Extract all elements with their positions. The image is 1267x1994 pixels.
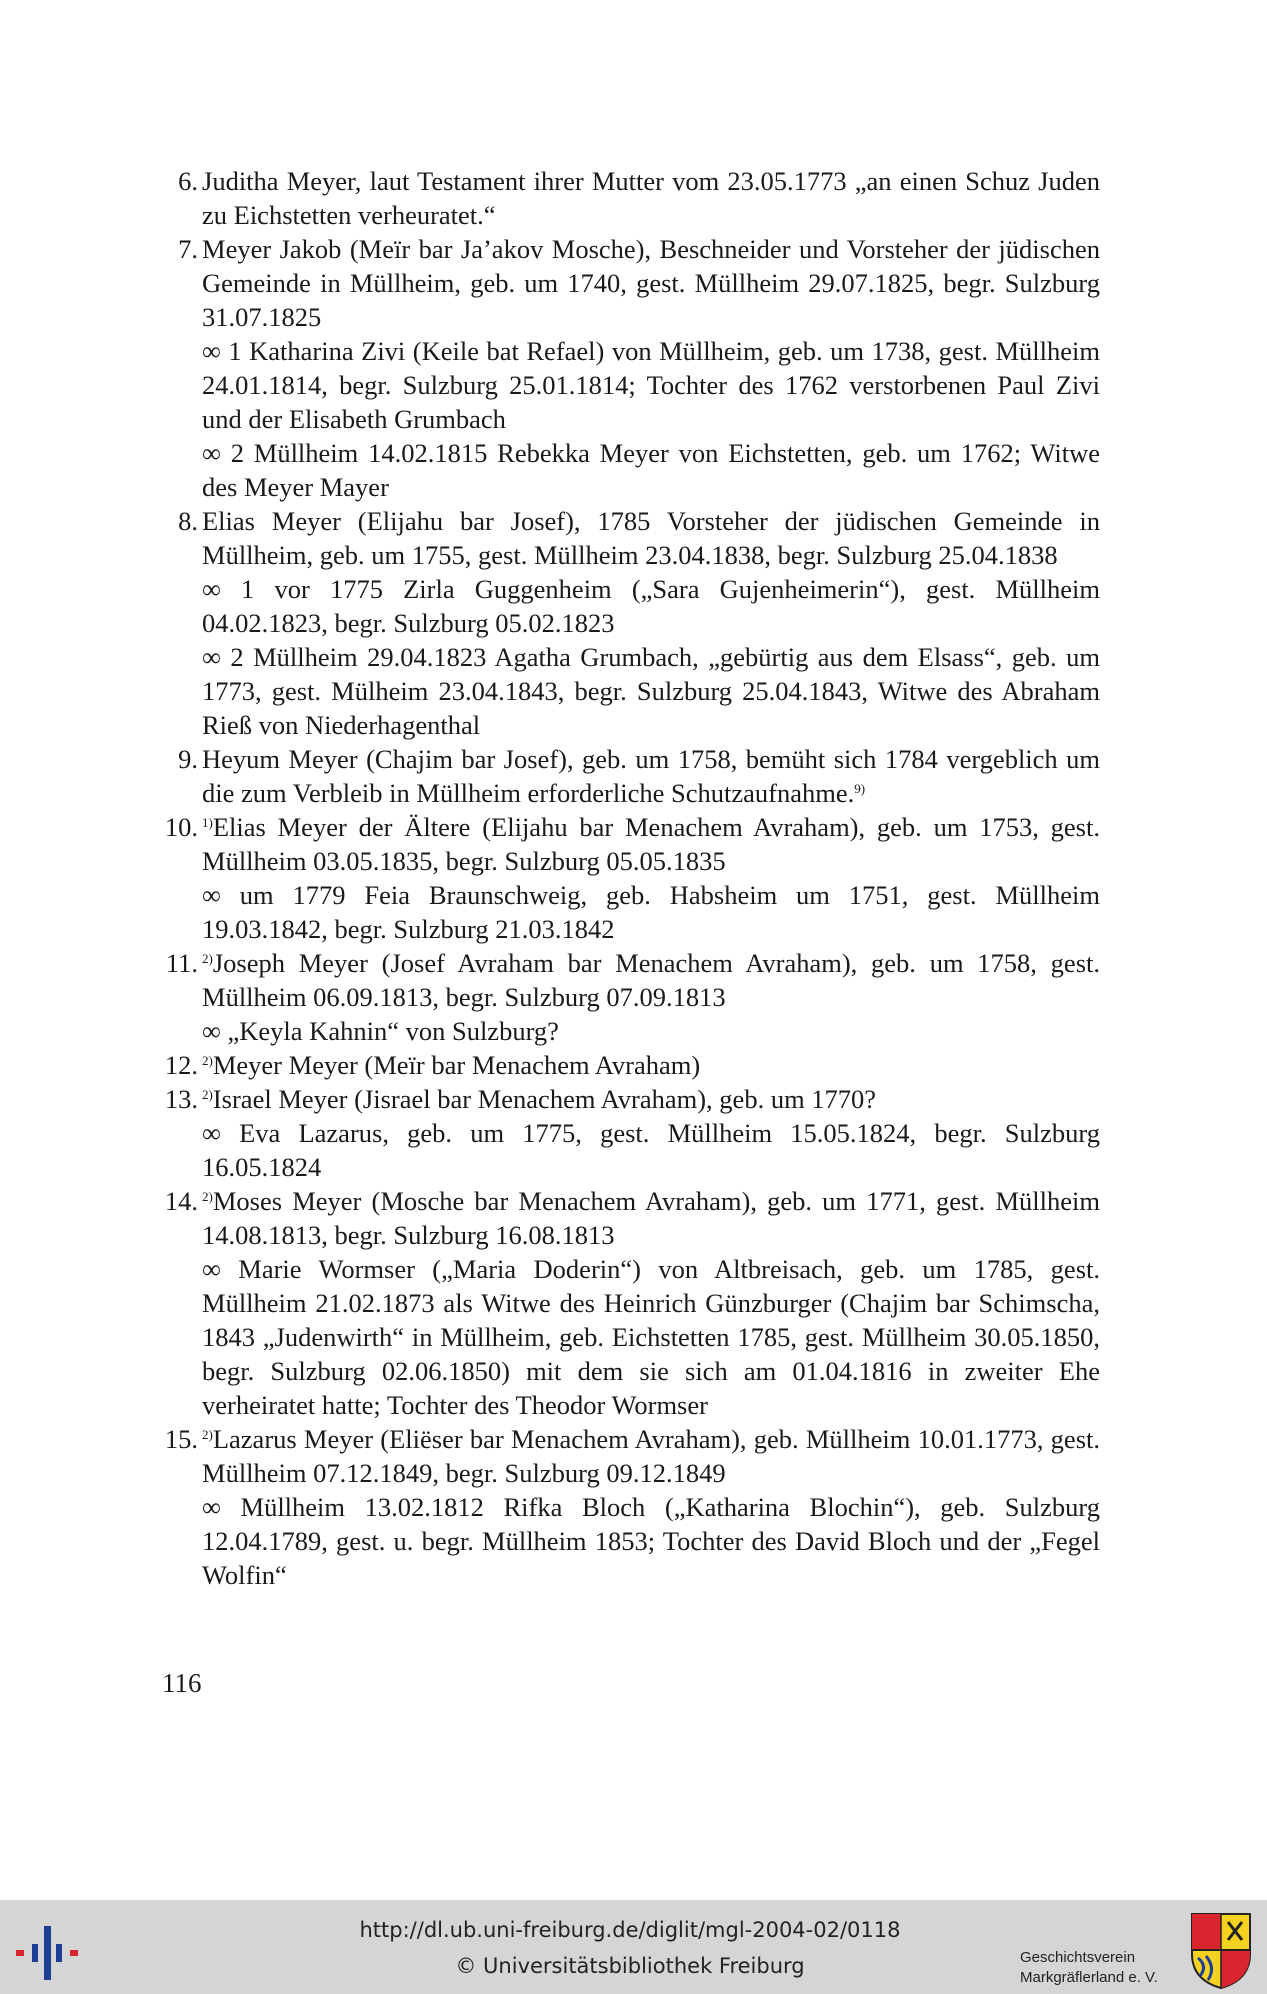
society-line-1: Geschichtsverein	[1020, 1949, 1136, 1966]
footnote-marker: 2)	[202, 1427, 213, 1442]
entry-number: 12.	[164, 1050, 198, 1080]
list-item	[162, 232, 1100, 504]
entry-number: 14.	[164, 1186, 198, 1216]
footnote-marker: 2)	[202, 1053, 213, 1068]
list-item	[162, 742, 1100, 810]
marriage-line: ∞ „Keyla Kahnin“ von Sulzburg?	[202, 1016, 559, 1046]
footnote-marker: 2)	[202, 951, 213, 966]
entry-text: Elias Meyer (Elijahu bar Josef), 1785 Vorsteher der jüdischen Gemeinde in Müllheim, geb. um 1755, gest. Müllheim 23.04.1838, begr. Sulzburg 25.04.1838	[202, 506, 1100, 570]
entry-number: 11.	[165, 948, 198, 978]
entry-main-text	[202, 232, 1100, 334]
entry-text: Heyum Meyer (Chajim bar Josef), geb. um 1758, bemüht sich 1784 vergeblich um die zum Verbleib in Müllheim erforderliche Schutzaufnahme.	[202, 744, 1100, 808]
marriage-line: ∞ Eva Lazarus, geb. um 1775, gest. Müllheim 15.05.1824, begr. Sulzburg 16.05.1824	[202, 1118, 1100, 1182]
entry-text: Moses Meyer (Mosche bar Menachem Avraham), geb. um 1771, gest. Müllheim 14.08.1813, begr. Sulzburg 16.08.1813	[202, 1186, 1100, 1250]
footnote-reference: 9)	[854, 781, 866, 796]
marriage-line: ∞ um 1779 Feia Braunschweig, geb. Habsheim um 1751, gest. Müllheim 19.03.1842, begr. Sulzburg 21.03.1842	[202, 880, 1100, 944]
entry-main-text	[202, 1184, 1100, 1252]
list-item	[162, 1082, 1100, 1184]
entry-number: 15.	[164, 1424, 198, 1454]
copyright-notice: © Universitätsbibliothek Freiburg	[455, 1954, 805, 1978]
entry-number: 9.	[178, 744, 198, 774]
footnote-marker: 1)	[202, 815, 213, 830]
marriage-line: ∞ 2 Müllheim 29.04.1823 Agatha Grumbach, „gebürtig aus dem Elsass“, geb. um 1773, gest. Mülheim 23.04.1843, begr. Sulzburg 25.04.1843, Witwe des Abraham Rieß von Niederhagenthal	[202, 642, 1100, 740]
entry-main-text	[202, 810, 1100, 878]
coat-of-arms-icon	[1188, 1910, 1254, 1990]
list-item	[162, 164, 1100, 232]
entry-text: Israel Meyer (Jisrael bar Menachem Avraham), geb. um 1770?	[212, 1084, 877, 1114]
entry-number: 7.	[178, 234, 198, 264]
entry-main-text	[202, 164, 1100, 232]
entry-number: 10.	[164, 812, 198, 842]
list-item	[162, 504, 1100, 742]
source-url-link[interactable]: http://dl.ub.uni-freiburg.de/diglit/mgl-2004-02/0118	[359, 1918, 901, 1942]
list-item	[162, 1048, 1100, 1082]
footnote-marker: 2)	[202, 1087, 213, 1102]
entry-text: Juditha Meyer, laut Testament ihrer Mutter vom 23.05.1773 „an einen Schuz Juden zu Eichstetten verheuratet.“	[202, 166, 1100, 230]
list-item	[162, 810, 1100, 946]
university-library-logo-icon	[14, 1922, 84, 1982]
entry-text: Joseph Meyer (Josef Avraham bar Menachem Avraham), geb. um 1758, gest. Müllheim 06.09.1813, begr. Sulzburg 07.09.1813	[202, 948, 1100, 1012]
entry-text: Lazarus Meyer (Eliëser bar Menachem Avraham), geb. Müllheim 10.01.1773, gest. Müllheim 07.12.1849, begr. Sulzburg 09.12.1849	[202, 1424, 1100, 1488]
list-item	[162, 1184, 1100, 1422]
entry-main-text	[202, 1048, 1100, 1082]
marriage-line: ∞ 1 Katharina Zivi (Keile bat Refael) von Müllheim, geb. um 1738, gest. Müllheim 24.01.1814, begr. Sulzburg 25.01.1814; Tochter des 1762 verstorbenen Paul Zivi und der Elisabeth Grumbach	[202, 336, 1100, 434]
entry-number: 13.	[164, 1084, 198, 1114]
society-line-2: Markgräflerland e. V.	[1020, 1969, 1158, 1986]
list-item	[162, 946, 1100, 1048]
marriage-line: ∞ 1 vor 1775 Zirla Guggenheim („Sara Gujenheimerin“), gest. Müllheim 04.02.1823, begr. Sulzburg 05.02.1823	[202, 574, 1100, 638]
list-item	[162, 1422, 1100, 1592]
entry-text: Elias Meyer der Ältere (Elijahu bar Menachem Avraham), geb. um 1753, gest. Müllheim 03.05.1835, begr. Sulzburg 05.05.1835	[202, 812, 1100, 876]
footer-credits	[270, 1912, 990, 1984]
entry-main-text	[202, 504, 1100, 572]
marriage-line: ∞ 2 Müllheim 14.02.1815 Rebekka Meyer von Eichstetten, geb. um 1762; Witwe des Meyer Mayer	[202, 438, 1100, 502]
entry-text: Meyer Jakob (Meïr bar Ja’akov Mosche), Beschneider und Vorsteher der jüdischen Gemeinde in Müllheim, geb. um 1740, gest. Müllheim 29.07.1825, begr. Sulzburg 31.07.1825	[202, 234, 1100, 332]
entry-main-text	[202, 946, 1100, 1014]
society-name	[1020, 1948, 1158, 1988]
genealogy-list	[162, 164, 1100, 1592]
marriage-line: ∞ Müllheim 13.02.1812 Rifka Bloch („Katharina Blochin“), geb. Sulzburg 12.04.1789, gest. u. begr. Müllheim 1853; Tochter des David Bloch und der „Fegel Wolfin“	[202, 1492, 1100, 1590]
entry-main-text	[202, 742, 1100, 810]
entry-main-text	[202, 1422, 1100, 1490]
page-number: 116	[162, 1668, 202, 1698]
marriage-line: ∞ Marie Wormser („Maria Doderin“) von Altbreisach, geb. um 1785, gest. Müllheim 21.02.1873 als Witwe des Heinrich Günzburger (Chajim bar Schimscha, 1843 „Judenwirth“ in Müllheim, geb. Eichstetten 1785, gest. Müllheim 30.05.1850, begr. Sulzburg 02.06.1850) mit dem sie sich am 01.04.1816 in zweiter Ehe verheiratet hatte; Tochter des Theodor Wormser	[202, 1254, 1100, 1420]
entry-number: 6.	[178, 166, 198, 196]
entry-main-text	[202, 1082, 1100, 1116]
entry-number: 8.	[178, 506, 198, 536]
viewer-footer	[0, 1900, 1267, 1994]
footnote-marker: 2)	[202, 1189, 213, 1204]
entry-text: Meyer Meyer (Meïr bar Menachem Avraham)	[212, 1050, 701, 1080]
